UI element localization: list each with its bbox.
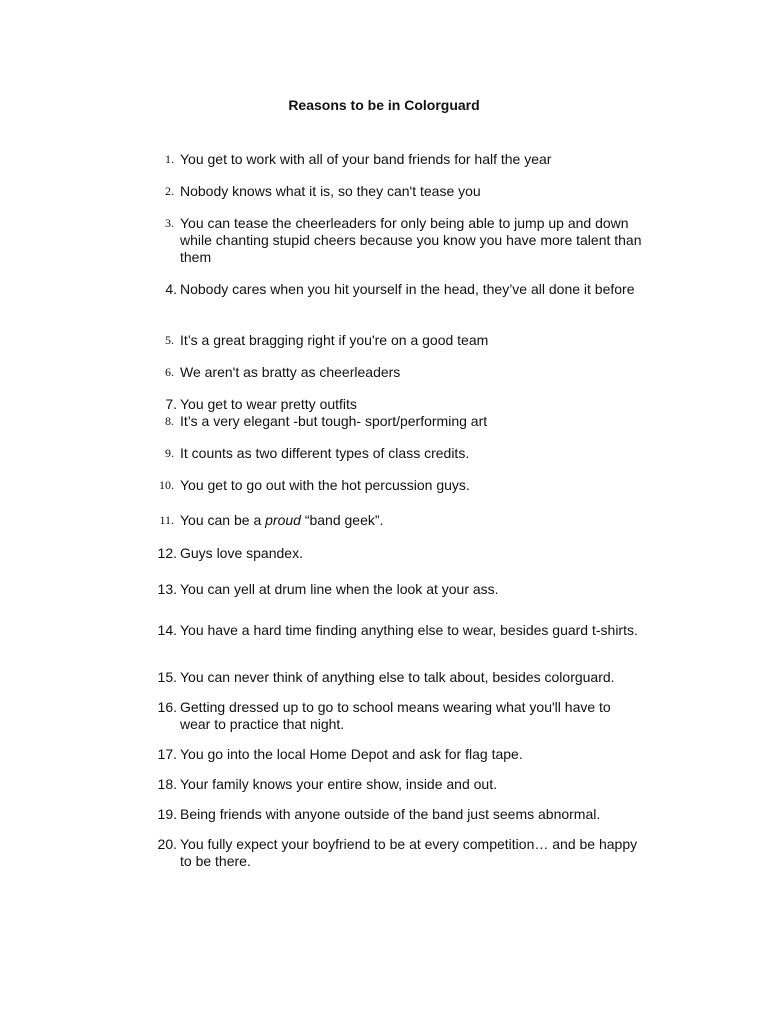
item-number: 15. bbox=[157, 669, 177, 685]
item-number: 3. bbox=[165, 216, 174, 230]
item-number: 12. bbox=[157, 545, 177, 561]
item-number: 4. bbox=[165, 281, 177, 297]
item-text: You get to wear pretty outfits bbox=[180, 396, 357, 412]
item-text: Your family knows your entire show, inside and out. bbox=[180, 776, 497, 792]
item-number: 1. bbox=[165, 152, 174, 166]
item-number: 8. bbox=[165, 414, 174, 428]
item-text: Nobody knows what it is, so they can't tease you bbox=[180, 183, 481, 199]
item-number: 5. bbox=[165, 333, 174, 347]
item-text: You can tease the cheerleaders for only being able to jump up and down while chanting stupid cheers because you know you have more talent than them bbox=[180, 215, 642, 265]
item-text: Nobody cares when you hit yourself in the head, they’ve all done it before bbox=[180, 281, 635, 297]
emphasis-text: proud bbox=[265, 512, 301, 528]
item-text: You can be a proud “band geek”. bbox=[180, 512, 384, 528]
item-number: 13. bbox=[157, 581, 177, 597]
item-number: 16. bbox=[157, 699, 177, 715]
item-text: Getting dressed up to go to school means wearing what you'll have to wear to practice that night. bbox=[180, 699, 611, 732]
item-number: 11. bbox=[159, 513, 174, 527]
item-number: 14. bbox=[157, 622, 177, 638]
item-text: Being friends with anyone outside of the band just seems abnormal. bbox=[180, 806, 601, 822]
item-text: It’s a very elegant -but tough- sport/performing art bbox=[180, 413, 488, 429]
item-text: You fully expect your boyfriend to be at every competition… and be happy to be there. bbox=[180, 836, 638, 869]
item-text: You can yell at drum line when the look at your ass. bbox=[180, 581, 499, 597]
item-number: 9. bbox=[165, 446, 174, 460]
item-number: 17. bbox=[157, 746, 177, 762]
item-text: You can never think of anything else to talk about, besides colorguard. bbox=[180, 669, 615, 685]
item-number: 18. bbox=[157, 776, 177, 792]
item-text: We aren't as bratty as cheerleaders bbox=[180, 364, 401, 380]
item-number: 10. bbox=[159, 478, 174, 492]
item-text: It counts as two different types of class credits. bbox=[180, 445, 470, 461]
item-number: 7. bbox=[165, 396, 177, 412]
document-title: Reasons to be in Colorguard bbox=[288, 97, 480, 113]
item-number: 20. bbox=[157, 836, 177, 852]
item-text: You go into the local Home Depot and ask for flag tape. bbox=[180, 746, 523, 762]
item-text: It’s a great bragging right if you're on a good team bbox=[180, 332, 489, 348]
item-text: You get to work with all of your band friends for half the year bbox=[180, 151, 552, 167]
item-number: 19. bbox=[157, 806, 177, 822]
item-text: You have a hard time finding anything else to wear, besides guard t-shirts. bbox=[180, 622, 638, 638]
item-number: 6. bbox=[165, 365, 174, 379]
item-text: You get to go out with the hot percussion guys. bbox=[180, 477, 470, 493]
item-number: 2. bbox=[165, 184, 174, 198]
item-text: Guys love spandex. bbox=[180, 545, 303, 561]
